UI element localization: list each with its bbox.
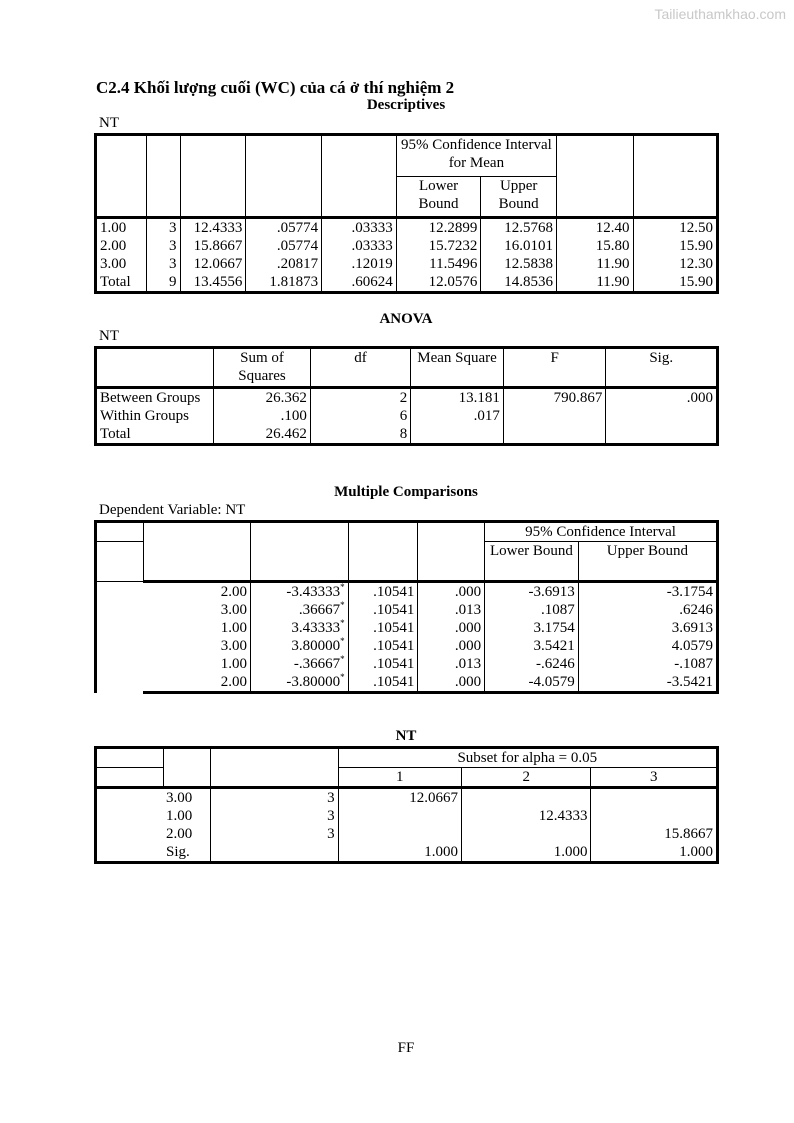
- hs-cell: [591, 788, 718, 808]
- hs-blank: [96, 807, 164, 825]
- table-row: [96, 407, 718, 425]
- hs-cell: [591, 807, 718, 825]
- anova-table: [94, 346, 719, 446]
- anova-cell: 2: [310, 388, 410, 408]
- mc-cell: .013: [418, 655, 485, 673]
- desc-cell: .20817: [246, 255, 322, 273]
- hs-cell: 3: [211, 807, 338, 825]
- desc-cell: 3: [146, 255, 180, 273]
- mc-cell: .1087: [485, 601, 579, 619]
- desc-cell: 12.30: [633, 255, 717, 273]
- desc-cell: 12.2899: [396, 218, 481, 238]
- subset-col-header: 2: [462, 768, 591, 788]
- multiple-title: Multiple Comparisons: [334, 484, 478, 500]
- table-row: [96, 425, 718, 445]
- desc-cell: 12.5768: [481, 218, 557, 238]
- mc-blank: [96, 637, 144, 655]
- desc-cell: .12019: [322, 255, 397, 273]
- hs-cell: 15.8667: [591, 825, 718, 843]
- table-row: [96, 273, 718, 293]
- desc-lower-header: Lower Bound: [396, 176, 481, 218]
- mc-group: 1.00: [143, 655, 250, 673]
- anova-cell: 26.362: [214, 388, 311, 408]
- mc-blank: [96, 655, 144, 673]
- anova-cell: 6: [310, 407, 410, 425]
- anova-cell: [503, 425, 606, 445]
- mc-blank: [96, 673, 144, 693]
- mc-blank: [96, 619, 144, 637]
- hs-blank: [96, 825, 164, 843]
- section-heading: C2.4 Khối lượng cuối (WC) của cá ở thí nghiệm 2: [96, 78, 455, 97]
- table-row: [96, 237, 718, 255]
- table-row: [96, 843, 718, 863]
- desc-cell: 9: [146, 273, 180, 293]
- significance-star: *: [340, 600, 345, 610]
- anova-cell: Within Groups: [96, 407, 214, 425]
- mc-upper-header: Upper Bound: [578, 542, 717, 582]
- mc-mean-diff: 3.43333*: [250, 619, 348, 637]
- mc-blank: [96, 601, 144, 619]
- table-row: [96, 655, 718, 673]
- descriptives-title: Descriptives: [366, 97, 446, 113]
- hs-label: 3.00: [163, 788, 211, 808]
- desc-cell: .05774: [246, 237, 322, 255]
- table-row: [96, 807, 718, 825]
- anova-cell: .000: [606, 388, 718, 408]
- mc-cell: .000: [418, 582, 485, 602]
- mc-cell: .10541: [348, 601, 418, 619]
- mc-mean-diff: -3.80000*: [250, 673, 348, 693]
- desc-cell: 3.00: [96, 255, 147, 273]
- desc-cell: 16.0101: [481, 237, 557, 255]
- desc-cell: 3: [146, 237, 180, 255]
- mc-cell: -3.1754: [578, 582, 717, 602]
- descriptives-table: [94, 133, 719, 294]
- mc-cell: 4.0579: [578, 637, 717, 655]
- hs-label: 1.00: [163, 807, 211, 825]
- anova-header: Mean Square: [411, 348, 504, 388]
- mc-mean-diff: 3.80000*: [250, 637, 348, 655]
- multiple-dep: Dependent Variable: NT: [99, 502, 246, 518]
- anova-cell: 8: [310, 425, 410, 445]
- anova-cell: [606, 425, 718, 445]
- anova-cell: Between Groups: [96, 388, 214, 408]
- mc-blank: [96, 582, 144, 602]
- hs-cell: [462, 825, 591, 843]
- mc-cell: 3.6913: [578, 619, 717, 637]
- desc-cell: 13.4556: [180, 273, 246, 293]
- hs-cell: 1.000: [462, 843, 591, 863]
- anova-cell: [606, 407, 718, 425]
- hs-cell: 12.0667: [338, 788, 461, 808]
- anova-cell: .017: [411, 407, 504, 425]
- mc-cell: 3.1754: [485, 619, 579, 637]
- mc-lower-header: Lower Bound: [485, 542, 579, 582]
- mc-cell: .10541: [348, 637, 418, 655]
- mc-group: 2.00: [143, 582, 250, 602]
- mc-cell: .10541: [348, 582, 418, 602]
- hs-blank: [96, 788, 164, 808]
- homogeneous-title: NT: [395, 728, 417, 744]
- mc-cell: 3.5421: [485, 637, 579, 655]
- hs-blank: [96, 843, 164, 863]
- anova-header: Sum of Squares: [214, 348, 311, 388]
- anova-cell: [503, 407, 606, 425]
- anova-header: F: [503, 348, 606, 388]
- table-row: [96, 218, 718, 238]
- desc-cell: 12.40: [557, 218, 634, 238]
- mc-cell: .000: [418, 637, 485, 655]
- hs-cell: [462, 788, 591, 808]
- descriptives-var: NT: [99, 115, 119, 131]
- hs-cell: [211, 843, 338, 863]
- desc-cell: 12.0667: [180, 255, 246, 273]
- desc-cell: 12.50: [633, 218, 717, 238]
- mc-cell: .000: [418, 673, 485, 693]
- desc-cell: 2.00: [96, 237, 147, 255]
- desc-cell: 11.90: [557, 255, 634, 273]
- significance-star: *: [340, 618, 345, 628]
- significance-star: *: [340, 582, 345, 592]
- desc-cell: 15.90: [633, 237, 717, 255]
- desc-cell: 14.8536: [481, 273, 557, 293]
- significance-star: *: [340, 636, 345, 646]
- desc-cell: .05774: [246, 218, 322, 238]
- desc-cell: .03333: [322, 218, 397, 238]
- anova-title: ANOVA: [379, 311, 433, 327]
- homogeneous-table: [94, 746, 719, 864]
- mc-cell: .10541: [348, 655, 418, 673]
- mc-ci-header: 95% Confidence Interval: [485, 522, 718, 542]
- anova-header: df: [310, 348, 410, 388]
- mc-group: 3.00: [143, 601, 250, 619]
- table-row: [96, 673, 718, 693]
- multiple-table: [94, 520, 719, 694]
- table-row: [96, 582, 718, 602]
- desc-cell: 11.90: [557, 273, 634, 293]
- table-row: [96, 388, 718, 408]
- mc-cell: .6246: [578, 601, 717, 619]
- significance-star: *: [340, 672, 345, 682]
- hs-cell: 1.000: [338, 843, 461, 863]
- anova-cell: 26.462: [214, 425, 311, 445]
- mc-cell: -.6246: [485, 655, 579, 673]
- mc-group: 1.00: [143, 619, 250, 637]
- hs-label: 2.00: [163, 825, 211, 843]
- subset-header: Subset for alpha = 0.05: [338, 748, 717, 768]
- table-row: [96, 255, 718, 273]
- anova-cell: Total: [96, 425, 214, 445]
- desc-cell: 12.0576: [396, 273, 481, 293]
- mc-group: 2.00: [143, 673, 250, 693]
- mc-cell: -3.6913: [485, 582, 579, 602]
- mc-cell: .10541: [348, 619, 418, 637]
- hs-cell: [338, 807, 461, 825]
- mc-mean-diff: -3.43333*: [250, 582, 348, 602]
- mc-group: 3.00: [143, 637, 250, 655]
- hs-cell: [338, 825, 461, 843]
- anova-header: Sig.: [606, 348, 718, 388]
- hs-label: Sig.: [163, 843, 211, 863]
- mc-mean-diff: -.36667*: [250, 655, 348, 673]
- desc-cell: 1.81873: [246, 273, 322, 293]
- anova-cell: .100: [214, 407, 311, 425]
- desc-cell: 15.7232: [396, 237, 481, 255]
- mc-cell: -4.0579: [485, 673, 579, 693]
- mc-cell: .000: [418, 619, 485, 637]
- desc-cell: 1.00: [96, 218, 147, 238]
- hs-cell: 3: [211, 788, 338, 808]
- mc-cell: -.1087: [578, 655, 717, 673]
- table-row: [96, 788, 718, 808]
- desc-cell: 3: [146, 218, 180, 238]
- table-row: [96, 637, 718, 655]
- anova-cell: 790.867: [503, 388, 606, 408]
- significance-star: *: [340, 654, 345, 664]
- desc-cell: 12.4333: [180, 218, 246, 238]
- mc-cell: -3.5421: [578, 673, 717, 693]
- desc-cell: .60624: [322, 273, 397, 293]
- table-row: [96, 601, 718, 619]
- desc-cell: .03333: [322, 237, 397, 255]
- hs-cell: 12.4333: [462, 807, 591, 825]
- anova-var: NT: [99, 328, 119, 344]
- desc-upper-header: Upper Bound: [481, 176, 557, 218]
- desc-cell: 15.90: [633, 273, 717, 293]
- desc-cell: 15.8667: [180, 237, 246, 255]
- desc-cell: 15.80: [557, 237, 634, 255]
- watermark: Tailieuthamkhao.com: [654, 6, 786, 22]
- subset-col-header: 1: [338, 768, 461, 788]
- table-row: [96, 619, 718, 637]
- anova-cell: [411, 425, 504, 445]
- mc-cell: .10541: [348, 673, 418, 693]
- table-row: [96, 825, 718, 843]
- desc-cell: Total: [96, 273, 147, 293]
- mc-mean-diff: .36667*: [250, 601, 348, 619]
- desc-cell: 12.5838: [481, 255, 557, 273]
- anova-cell: 13.181: [411, 388, 504, 408]
- hs-cell: 1.000: [591, 843, 718, 863]
- desc-ci-header: 95% Confidence Interval for Mean: [396, 135, 556, 177]
- hs-cell: 3: [211, 825, 338, 843]
- mc-cell: .013: [418, 601, 485, 619]
- subset-col-header: 3: [591, 768, 718, 788]
- desc-cell: 11.5496: [396, 255, 481, 273]
- page-footer: FF: [397, 1040, 415, 1056]
